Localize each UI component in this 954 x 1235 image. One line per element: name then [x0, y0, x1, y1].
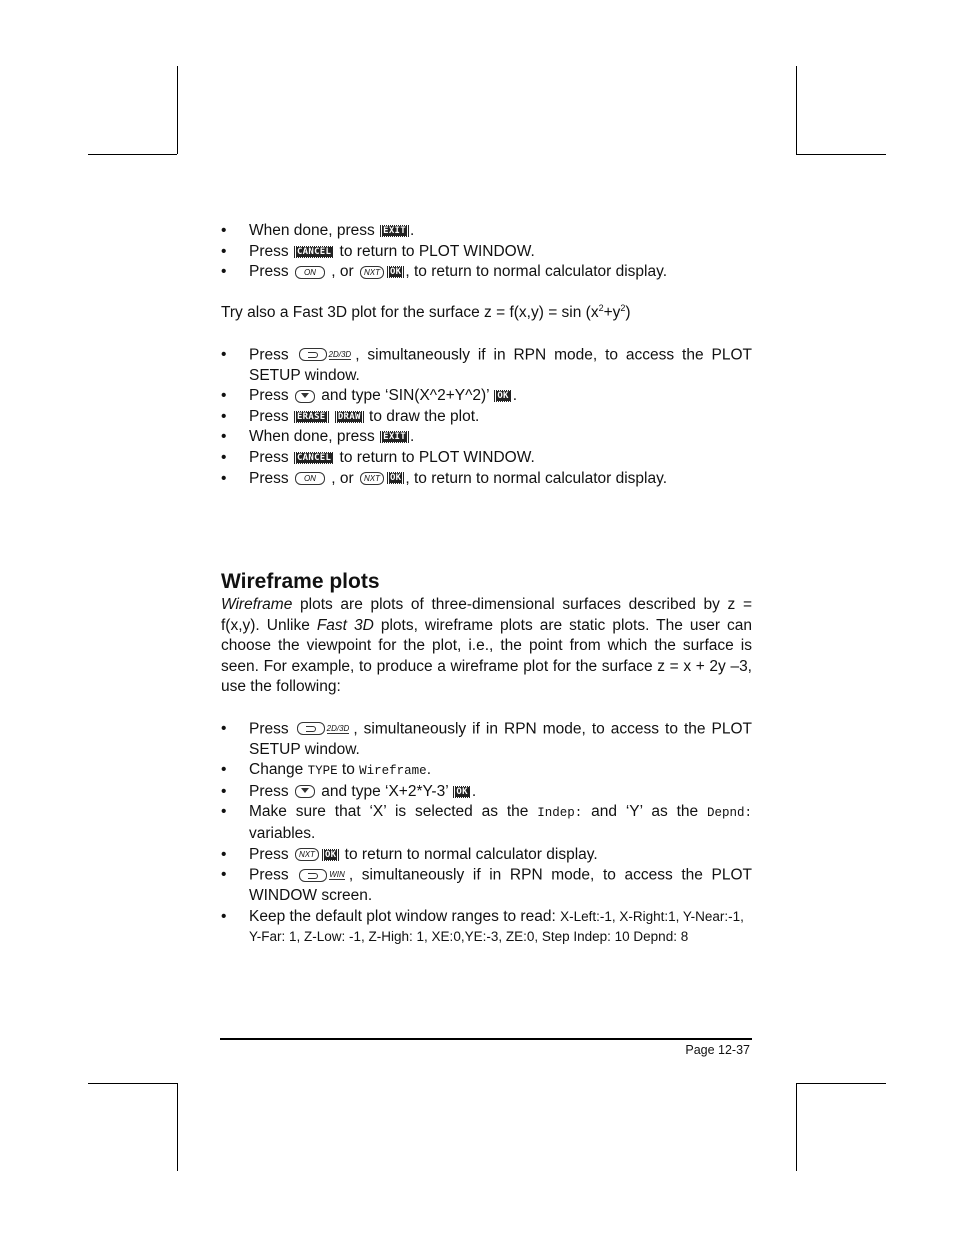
bullet-icon: • [221, 761, 227, 779]
bullet-icon: • [221, 803, 227, 821]
paragraph: Try also a Fast 3D plot for the surface $z = f(x,y) = \sin (x^2+y^2)$ [221, 303, 631, 322]
list-item: • Press 2D/3D , simultaneously if in RPN mode, to access to the PLOT SETUP window. [221, 719, 752, 758]
page-number: Page 12-37 [685, 1043, 750, 1057]
bullet-icon: • [221, 866, 227, 884]
list-item: • Press 2D/3D , simultaneously if in RPN mode, to access the PLOT SETUP window. [221, 345, 752, 384]
bullet-icon: • [221, 782, 227, 800]
crop-mark [177, 66, 178, 154]
on-key-icon: ON [295, 266, 325, 279]
list-item: • Press and type ‘SIN(X^2+Y^2)’ OK . [221, 386, 752, 407]
list-item: • Press NXT OK to return to normal calculator display. [221, 845, 752, 866]
ok-softkey-icon: OK [494, 390, 511, 402]
step-list-2 [221, 345, 752, 490]
list-item: • Press WIN , simultaneously if in RPN mode, to access the PLOT WINDOW screen. [221, 866, 752, 905]
exit-softkey-icon: EXIT [380, 225, 409, 237]
list-item: • Make sure that ‘X’ is selected as the Indep: and ‘Y’ as the Depnd: variables. [221, 803, 752, 843]
bullet-icon: • [221, 469, 227, 487]
list-item: • When done, press EXIT . [221, 427, 752, 448]
ok-softkey-icon: OK [387, 472, 404, 484]
list-item: • Keep the default plot window ranges to read: X-Left:-1, X-Right:1, Y-Near:-1, Y-Far: 1, Z-Low: -1, Z-High: 1, XE:0,YE:-3, ZE:0, Step Indep: 10 Depnd: 8 [221, 907, 744, 945]
step-list-3 [221, 719, 752, 948]
nxt-key-icon: NXT [360, 266, 384, 279]
bullet-icon: • [221, 719, 227, 737]
list-item: • When done, press EXIT . [221, 221, 752, 242]
nxt-key-icon: NXT [295, 848, 319, 861]
down-arrow-key-icon [295, 785, 315, 798]
2d3d-key-icon: 2D/3D [328, 349, 352, 359]
crop-mark [796, 1083, 886, 1084]
list-item: • Change TYPE to Wireframe. [221, 760, 752, 782]
bullet-icon: • [221, 407, 227, 425]
cancel-softkey-icon: CANCEL [294, 246, 334, 258]
draw-softkey-icon: DRAW [335, 411, 364, 423]
left-shift-key-icon [299, 869, 327, 882]
crop-mark [796, 1083, 797, 1171]
left-shift-key-icon [297, 722, 325, 735]
window-ranges: X-Left:-1, X-Right:1, Y-Near:-1, Y-Far: 1, Z-Low: -1, Z-High: 1, XE:0,YE:-3, ZE:0, Step Indep: 10 Depnd: 8 [249, 908, 744, 945]
ok-softkey-icon: OK [387, 266, 404, 278]
crop-mark [177, 1083, 178, 1171]
section-heading: Wireframe plots [221, 570, 380, 594]
step-list-1 [221, 221, 752, 283]
crop-mark [796, 66, 797, 154]
bullet-icon: • [221, 222, 227, 239]
cancel-softkey-icon: CANCEL [294, 452, 334, 464]
page-body [221, 221, 752, 948]
list-item: • Press CANCEL to return to PLOT WINDOW. [221, 242, 752, 263]
on-key-icon: ON [295, 472, 325, 485]
bullet-icon: • [221, 242, 227, 260]
bullet-icon: • [221, 907, 227, 925]
bullet-icon: • [221, 345, 227, 363]
bullet-icon: • [221, 428, 227, 446]
section-intro: Wireframe plots are plots of three-dimensional surfaces described by z = f(x,y). Unlike Fast 3D plots, wireframe plots are static plots. The user can choose the viewpoint for the plot, i.e., the point from which the surface is seen. For example, to produce a wireframe plot for the surface z = x + 2y –3, use the following: [221, 596, 752, 696]
footer-rule [220, 1038, 752, 1040]
list-item: • Press CANCEL to return to PLOT WINDOW. [221, 448, 752, 469]
list-item: • Press ERASE DRAW to draw the plot. [221, 407, 752, 428]
crop-mark [796, 154, 886, 155]
left-shift-key-icon [299, 348, 327, 361]
crop-mark [88, 154, 177, 155]
bullet-icon: • [221, 845, 227, 863]
nxt-key-icon: NXT [360, 472, 384, 485]
crop-mark [88, 1083, 177, 1084]
bullet-icon: • [221, 263, 227, 281]
down-arrow-key-icon [295, 390, 315, 403]
list-item: • Press and type ‘X+2*Y-3’ OK . [221, 782, 752, 803]
list-item: • Press ON , or NXT OK , to return to normal calculator display. [221, 469, 752, 490]
ok-softkey-icon: OK [322, 849, 339, 861]
erase-softkey-icon: ERASE [294, 411, 329, 423]
list-item: • Press ON , or NXT OK , to return to normal calculator display. [221, 262, 752, 283]
bullet-icon: • [221, 448, 227, 466]
ok-softkey-icon: OK [453, 786, 470, 798]
2d3d-key-icon: 2D/3D [326, 723, 350, 733]
bullet-icon: • [221, 387, 227, 405]
win-key-icon: WIN [329, 870, 345, 880]
exit-softkey-icon: EXIT [380, 431, 409, 443]
